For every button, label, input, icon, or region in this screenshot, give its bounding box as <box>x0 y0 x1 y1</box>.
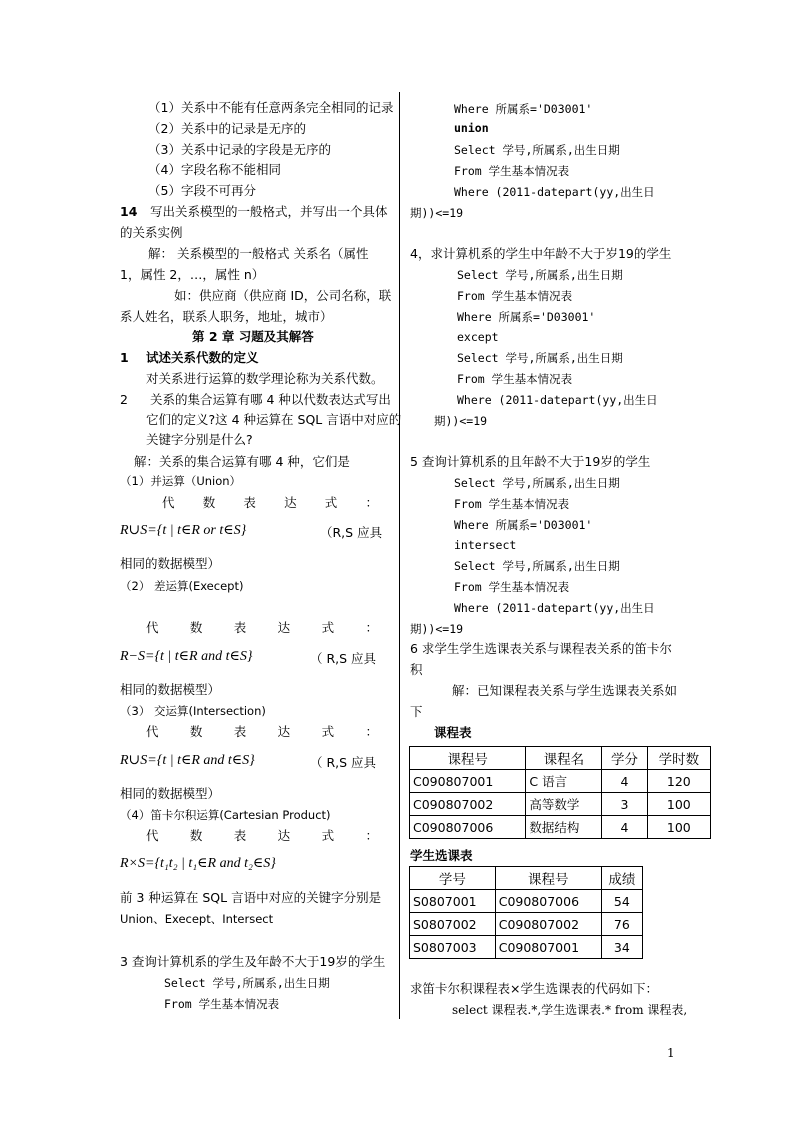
q5-sql-4: intersect <box>454 538 517 552</box>
q4-sql-end: 期))<=19 <box>434 414 488 428</box>
expression-label-4: 代 数 表 达 式 ： <box>146 828 378 843</box>
table-cell: 120 <box>647 770 710 793</box>
q1-question: 试述关系代数的定义 <box>146 350 259 365</box>
course-table <box>409 746 711 839</box>
q5-sql-7: Where (2011-datepart(yy,出生日 <box>454 601 655 615</box>
q3-sql-union: union <box>454 121 489 135</box>
expression-label-1: 代 数 表 达 式 ： <box>162 495 378 510</box>
union-model-note: 相同的数据模型） <box>120 556 221 571</box>
code-line: select 课程表.*,学生选课表.* from 课程表, <box>452 1003 688 1017</box>
code-intro: 求笛卡尔积课程表×学生选课表的代码如下： <box>410 981 658 996</box>
column-header: 学时数 <box>647 747 710 770</box>
q4-sql-3: Where 所属系='D03001' <box>457 310 596 324</box>
except-condition: （ R,S 应具 <box>310 651 377 666</box>
column-header: 学分 <box>602 747 647 770</box>
table-cell: S0807002 <box>410 913 496 936</box>
union-condition: （R,S 应具 <box>320 525 383 540</box>
q5-sql-2: From 学生基本情况表 <box>454 497 570 511</box>
keywords-line2: Union、Execept、Intersect <box>120 912 274 926</box>
relation-rule-2: （2）关系中的记录是无序的 <box>148 121 306 136</box>
q4-sql-1: Select 学号,所属系,出生日期 <box>457 268 623 282</box>
q5-sql-end: 期))<=19 <box>410 622 464 636</box>
except-formula: R−S={t | t∈R and t∈S} <box>120 649 253 664</box>
table-cell: 100 <box>647 816 710 839</box>
except-title: （2） 差运算(Execept) <box>120 579 244 593</box>
q3-sql-from-2: From 学生基本情况表 <box>454 164 570 178</box>
q2-answer: 解：关系的集合运算有哪 4 种，它们是 <box>134 454 350 469</box>
keywords-line1: 前 3 种运算在 SQL 言语中对应的关键字分别是 <box>120 890 382 905</box>
q4-title: 4，求计算机系的学生中年龄不大于岁19的学生 <box>410 246 672 261</box>
q4-sql-6: From 学生基本情况表 <box>457 372 573 386</box>
q2-question-line2: 它们的定义?这 4 种运算在 SQL 言语中对应的 <box>146 412 402 427</box>
q4-sql-2: From 学生基本情况表 <box>457 289 573 303</box>
q3-sql-where-2-end: 期))<=19 <box>410 206 464 220</box>
q2-question-line1: 关系的集合运算有哪 4 种以代数表达式写出 <box>150 392 391 407</box>
table-cell: 54 <box>601 890 642 913</box>
expression-label-2: 代 数 表 达 式 ： <box>146 620 378 635</box>
column-header: 课程名 <box>526 747 602 770</box>
q3-sql-select: Select 学号,所属系,出生日期 <box>164 976 330 990</box>
q14-example-line2: 系人姓名，联系人职务，地址，城市） <box>120 309 333 324</box>
table-cell: C090807002 <box>495 913 601 936</box>
table-cell: S0807001 <box>410 890 496 913</box>
union-formula: R∪S={t | t∈R or t∈S} <box>120 523 247 538</box>
column-header: 课程号 <box>495 867 601 890</box>
q3-title: 3 查询计算机系的学生及年龄不大于19岁的学生 <box>120 954 386 969</box>
table-cell: 数据结构 <box>526 816 602 839</box>
q6-answer-line2: 下 <box>410 704 423 719</box>
table-cell: 4 <box>602 770 647 793</box>
table-header-row <box>410 867 643 890</box>
q4-sql-5: Select 学号,所属系,出生日期 <box>457 351 623 365</box>
column-header: 学号 <box>410 867 496 890</box>
q14-answer-line2: 1，属性 2，…，属性 n） <box>120 267 265 282</box>
q14-question-line2: 的关系实例 <box>120 225 183 240</box>
selection-table <box>409 866 643 959</box>
column-header: 课程号 <box>410 747 526 770</box>
page-number: 1 <box>667 1046 675 1060</box>
column-divider <box>399 92 400 1019</box>
table-cell: 76 <box>601 913 642 936</box>
table-cell: 4 <box>602 816 647 839</box>
table-cell: 100 <box>647 793 710 816</box>
cartesian-title: （4）笛卡尔积运算(Cartesian Product) <box>120 808 331 822</box>
q5-title: 5 查询计算机系的且年龄不大于19岁的学生 <box>410 454 651 469</box>
q4-sql-7: Where (2011-datepart(yy,出生日 <box>457 393 658 407</box>
table-cell: 34 <box>601 936 642 959</box>
table-row <box>410 890 643 913</box>
table-row <box>410 770 711 793</box>
relation-rule-4: （4）字段名称不能相同 <box>148 162 281 177</box>
expression-label-3: 代 数 表 达 式 ： <box>146 724 378 739</box>
table-row <box>410 793 711 816</box>
q2-question-line3: 关键字分别是什么? <box>146 432 253 447</box>
intersect-model-note: 相同的数据模型） <box>120 786 221 801</box>
course-table-title: 课程表 <box>434 725 472 740</box>
q6-answer-line1: 解：已知课程表关系与学生选课表关系如 <box>452 683 678 698</box>
table-cell: C 语言 <box>526 770 602 793</box>
q14-answer-line1: 解： 关系模型的一般格式 关系名（属性 <box>148 246 369 261</box>
q1-answer: 对关系进行运算的数学理论称为关系代数。 <box>146 371 384 386</box>
q3-sql-where-2: Where (2011-datepart(yy,出生日 <box>454 185 655 199</box>
table-cell: C090807001 <box>495 936 601 959</box>
relation-rule-1: （1）关系中不能有任意两条完全相同的记录 <box>148 100 394 115</box>
column-header: 成绩 <box>601 867 642 890</box>
q5-sql-3: Where 所属系='D03001' <box>454 518 593 532</box>
selection-table-title: 学生选课表 <box>410 848 473 863</box>
q14-number: 14 <box>120 204 138 219</box>
relation-rule-5: （5）字段不可再分 <box>148 183 256 198</box>
q14-example-line1: 如：供应商（供应商 ID，公司名称，联 <box>174 288 392 303</box>
table-cell: C090807006 <box>495 890 601 913</box>
relation-rule-3: （3）关系中记录的字段是无序的 <box>148 142 331 157</box>
q6-question-line1: 6 求学生学生选课表关系与课程表关系的笛卡尔 <box>410 641 672 656</box>
table-row <box>410 816 711 839</box>
table-row <box>410 936 643 959</box>
table-cell: C090807001 <box>410 770 526 793</box>
union-title: （1）并运算（Union） <box>120 474 242 488</box>
table-cell: C090807006 <box>410 816 526 839</box>
q5-sql-1: Select 学号,所属系,出生日期 <box>454 476 620 490</box>
except-model-note: 相同的数据模型） <box>120 682 221 697</box>
table-cell: 3 <box>602 793 647 816</box>
q1-number: 1 <box>120 350 129 365</box>
intersect-condition: （ R,S 应具 <box>310 755 377 770</box>
q14-question-line1: 写出关系模型的一般格式，并写出一个具体 <box>150 204 388 219</box>
table-cell: C090807002 <box>410 793 526 816</box>
intersect-formula: R∪S={t | t∈R and t∈S} <box>120 753 255 768</box>
q5-sql-5: Select 学号,所属系,出生日期 <box>454 559 620 573</box>
table-row <box>410 913 643 936</box>
table-header-row <box>410 747 711 770</box>
q6-question-line2: 积 <box>410 662 423 677</box>
q3-sql-from: From 学生基本情况表 <box>164 997 280 1011</box>
q3-sql-select-2: Select 学号,所属系,出生日期 <box>454 143 620 157</box>
q3-sql-where: Where 所属系='D03001' <box>454 102 593 116</box>
chapter-heading: 第 2 章 习题及其解答 <box>192 329 314 344</box>
q2-number: 2 <box>120 392 128 407</box>
intersect-title: （3） 交运算(Intersection) <box>120 704 266 718</box>
table-cell: S0807003 <box>410 936 496 959</box>
q5-sql-6: From 学生基本情况表 <box>454 580 570 594</box>
q4-sql-4: except <box>457 330 499 344</box>
table-cell: 高等数学 <box>526 793 602 816</box>
cartesian-formula: R×S={t₁t₂ | t₁∈R and t₂∈S} <box>120 856 276 871</box>
